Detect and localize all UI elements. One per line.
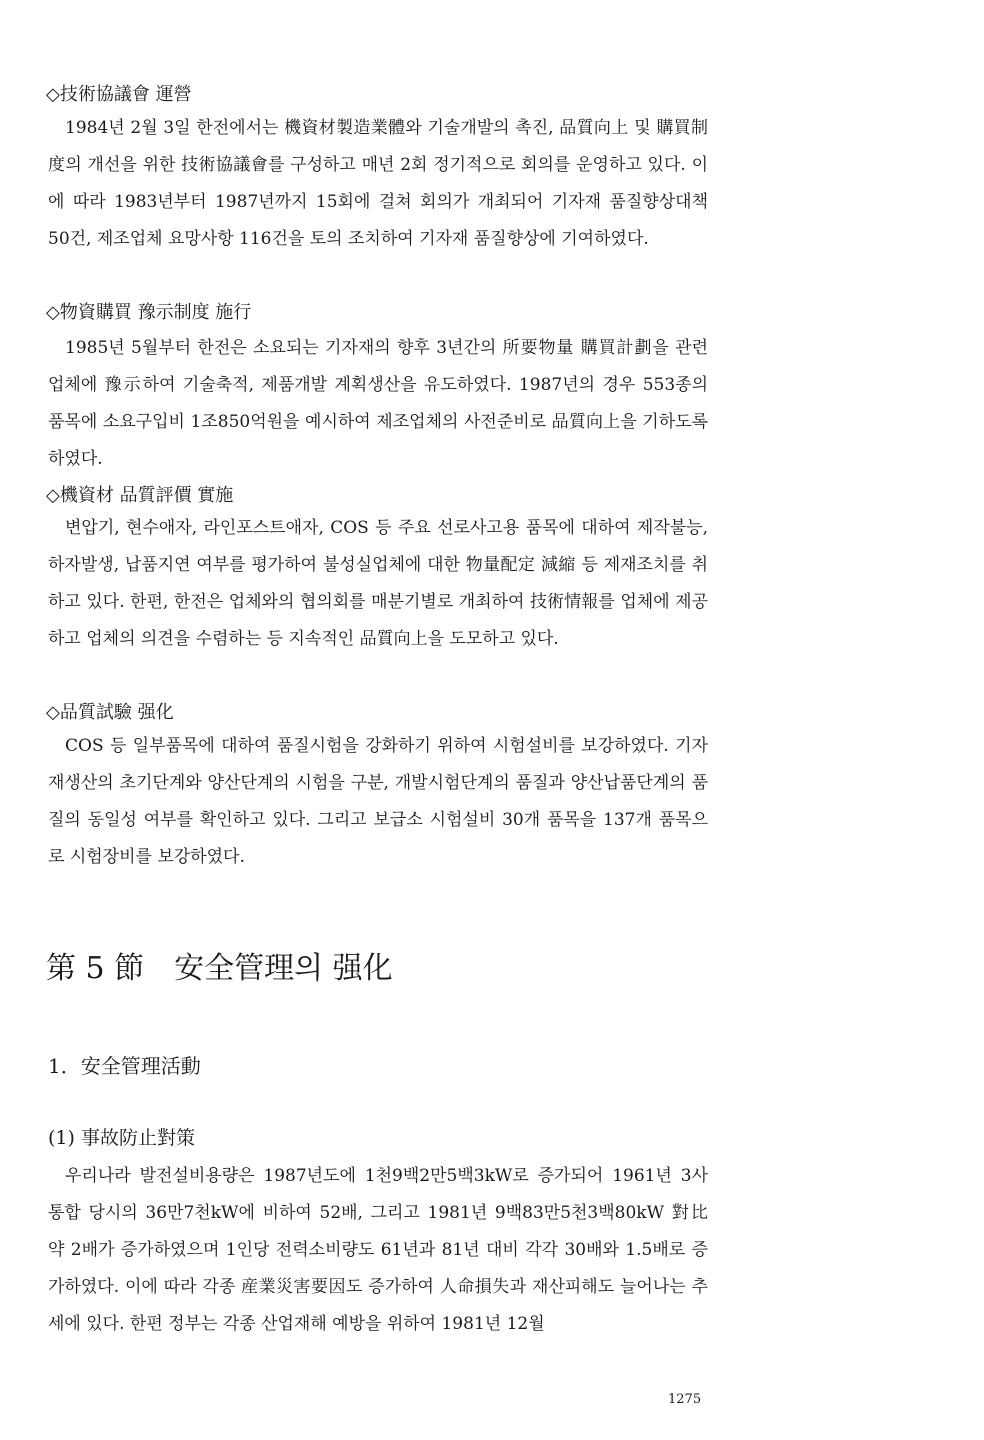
page-number: 1275 [668,1392,702,1407]
paragraph-purchase-notice: 1985년 5월부터 한전은 소요되는 기자재의 향후 3년간의 所要物量 購買計劃을 관련업체에 豫示하여 기술축적, 제품개발 계획생산을 유도하였다. 1987년의 경우 553종의 품목에 소요구입비 1조850억원을 예시하여 제조업체의 사전준비로 品質向上을 기하도록 하였다. [48,338,708,469]
chapter-title: 第 5 節 安全管理의 强化 [46,951,393,986]
subsection-title: (1) 事故防止對策 [48,1127,195,1149]
section-title: 1．安全管理活動 [48,1054,201,1078]
paragraph-quality-testing: COS 등 일부품목에 대하여 품질시험을 강화하기 위하여 시험설비를 보강하였다. 기자재생산의 초기단계와 양산단계의 시험을 구분, 개발시험단계의 품질과 양산납품단계의 품질의 동일성 여부를 확인하고 있다. 그리고 보급소 시험설비 30개 품목을 137개 품목으로 시험장비를 보강하였다. [48,736,708,867]
paragraph-quality-evaluation: 변압기, 현수애자, 라인포스트애자, COS 등 주요 선로사고용 품목에 대하여 제작불능, 하자발생, 납품지연 여부를 평가하여 불성실업체에 대한 物量配定 減縮 등 제재조치를 취하고 있다. 한편, 한전은 업체와의 협의회를 매분기별로 개최하여 技術情報를 업체에 제공하고 업체의 의견을 수렴하는 등 지속적인 品質向上을 도모하고 있다. [48,518,708,649]
heading-technical-council: ◇技術協議會 運營 [46,84,192,105]
paragraph-technical-council: 1984년 2월 3일 한전에서는 機資材製造業體와 기술개발의 촉진, 品質向上 및 購買制度의 개선을 위한 技術協議會를 구성하고 매년 2회 정기적으로 회의를 운영하고 있다. 이에 따라 1983년부터 1987년까지 15회에 걸쳐 회의가 개최되어 기자재 품질향상대책 50건, 제조업체 요망사항 116건을 토의 조치하여 기자재 품질향상에 기여하였다. [48,118,708,249]
heading-purchase-notice: ◇物資購買 豫示制度 施行 [46,302,252,323]
heading-quality-testing: ◇品質試驗 强化 [46,702,174,723]
heading-quality-evaluation: ◇機資材 品質評價 實施 [46,485,234,506]
paragraph-accident-prevention: 우리나라 발전설비용량은 1987년도에 1천9백2만5백3kW로 증가되어 1961년 3사 통합 당시의 36만7천kW에 비하여 52배, 그리고 1981년 9백83만5천3백80kW 對比 약 2배가 증가하였으며 1인당 전력소비량도 61년과 81년 대비 각각 30배와 1.5배로 증가하였다. 이에 따라 각종 産業災害要因도 증가하여 人命損失과 재산피해도 늘어나는 추세에 있다. 한편 정부는 각종 산업재해 예방을 위하여 1981년 12월 [48,1166,708,1334]
